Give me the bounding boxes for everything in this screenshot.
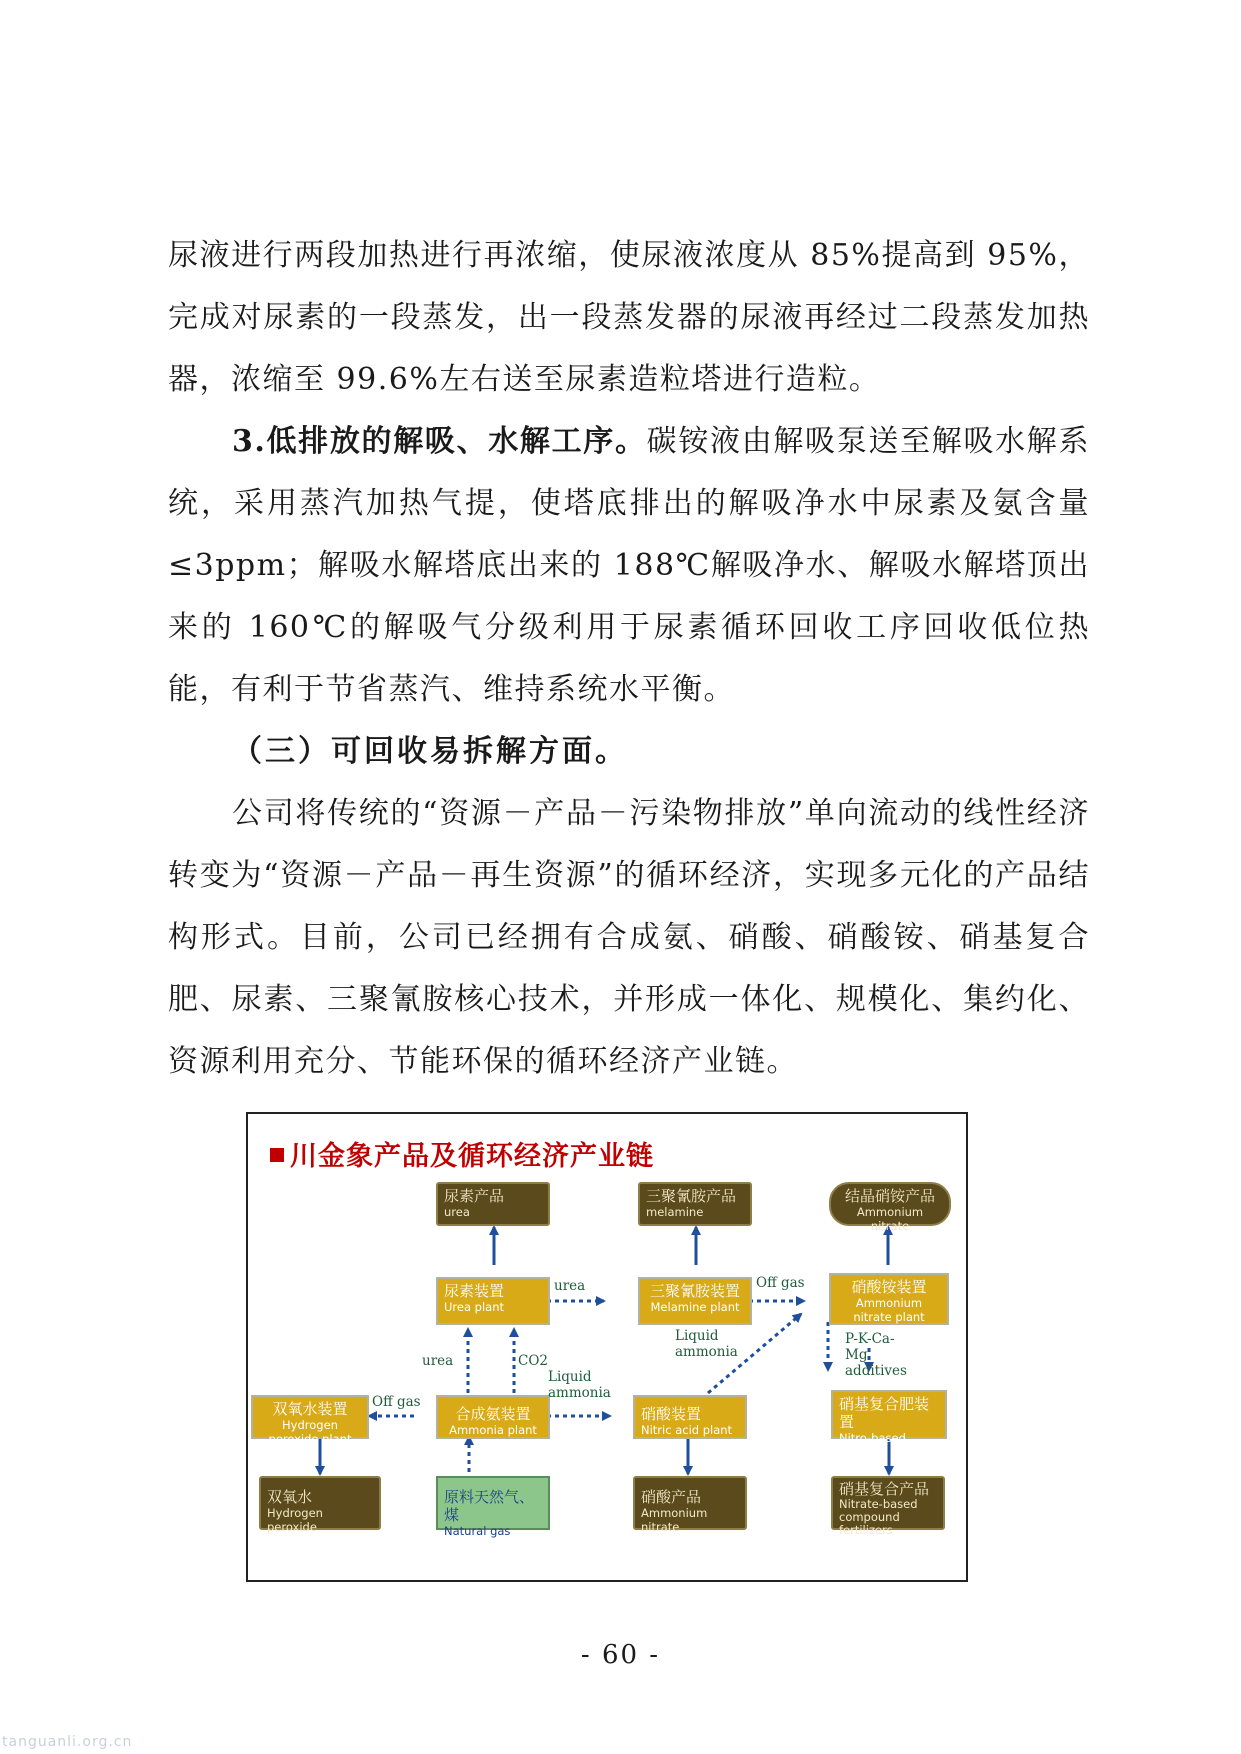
box-melamine-product: 三聚氰胺产品 melamine — [638, 1182, 752, 1226]
box-an-crystal-product: 结晶硝铵产品 Ammonium nitrate — [829, 1182, 951, 1226]
title-square-icon — [270, 1148, 284, 1162]
label-liquid-ammonia-2: Liquid ammonia — [675, 1328, 738, 1360]
paragraph-2 — [168, 411, 1090, 721]
box-ammonia-plant: 合成氨装置 Ammonia plant — [436, 1395, 550, 1439]
watermark: tanguanli.org.cn — [2, 1734, 133, 1750]
paragraph-2-text: 碳铵液由解吸泵送至解吸水解系统，采用蒸汽加热气提，使塔底排出的解吸净水中尿素及氨含量≤3ppm；解吸水解塔底出来的 188℃解吸净水、解吸水解塔顶出来的 160℃的解吸气分级利用于尿素循环回收工序回收低位热能，有利于节省蒸汽、维持系统水平衡。 — [168, 424, 1090, 707]
label-offgas-left: Off gas — [372, 1394, 421, 1410]
paragraph-1: 尿液进行两段加热进行再浓缩，使尿液浓度从 85%提高到 95%，完成对尿素的一段蒸发，出一段蒸发器的尿液再经过二段蒸发加热器，浓缩至 99.6%左右送至尿素造粒塔进行造粒。 — [168, 238, 1090, 397]
box-h2o2-plant: 双氧水装置 Hydrogen peroxide plant — [251, 1395, 369, 1439]
diagram-title-text: 川金象产品及循环经济产业链 — [290, 1141, 654, 1172]
label-urea-left: urea — [422, 1353, 454, 1369]
label-liquid-ammonia-1: Liquid ammonia — [548, 1369, 611, 1401]
box-nitric-plant: 硝酸装置 Nitric acid plant — [633, 1395, 747, 1439]
industry-chain-diagram — [246, 1112, 968, 1582]
label-urea-top: urea — [554, 1278, 586, 1294]
diagram-title — [270, 1134, 654, 1173]
box-nitric-product: 硝酸产品 Ammonium nitrate — [633, 1476, 747, 1530]
label-offgas-top: Off gas — [756, 1275, 805, 1291]
box-urea-product: 尿素产品 urea — [436, 1182, 550, 1226]
section-heading-san: （三）可回收易拆解方面。 — [232, 734, 628, 769]
label-co2: CO2 — [518, 1353, 548, 1369]
box-an-plant: 硝酸铵装置 Ammonium nitrate plant — [829, 1273, 949, 1325]
paragraph-3: 公司将传统的“资源－产品－污染物排放”单向流动的线性经济转变为“资源－产品－再生资源”的循环经济，实现多元化的产品结构形式。目前，公司已经拥有合成氨、硝酸、硝酸铵、硝基复合肥、尿素、三聚氰胺核心技术，并形成一体化、规模化、集约化、资源利用充分、节能环保的循环经济产业链。 — [168, 796, 1090, 1079]
box-melamine-plant: 三聚氰胺装置 Melamine plant — [638, 1277, 752, 1325]
box-urea-plant: 尿素装置 Urea plant — [436, 1277, 550, 1325]
box-nitro-product: 硝基复合产品 Nitrate-based compound fertilizers — [831, 1476, 945, 1530]
box-raw-material: 原料天然气、煤 Natural gas — [436, 1476, 550, 1530]
label-additives: P-K-Ca-Mg additives — [845, 1331, 907, 1379]
section-heading-3: 3.低排放的解吸、水解工序。 — [232, 424, 647, 459]
box-h2o2-product: 双氧水 Hydrogen peroxide — [259, 1476, 381, 1530]
box-nitro-plant: 硝基复合肥装置 Nitro-based fertilizer plant — [831, 1390, 947, 1439]
page-number: - 60 - — [580, 1640, 661, 1670]
